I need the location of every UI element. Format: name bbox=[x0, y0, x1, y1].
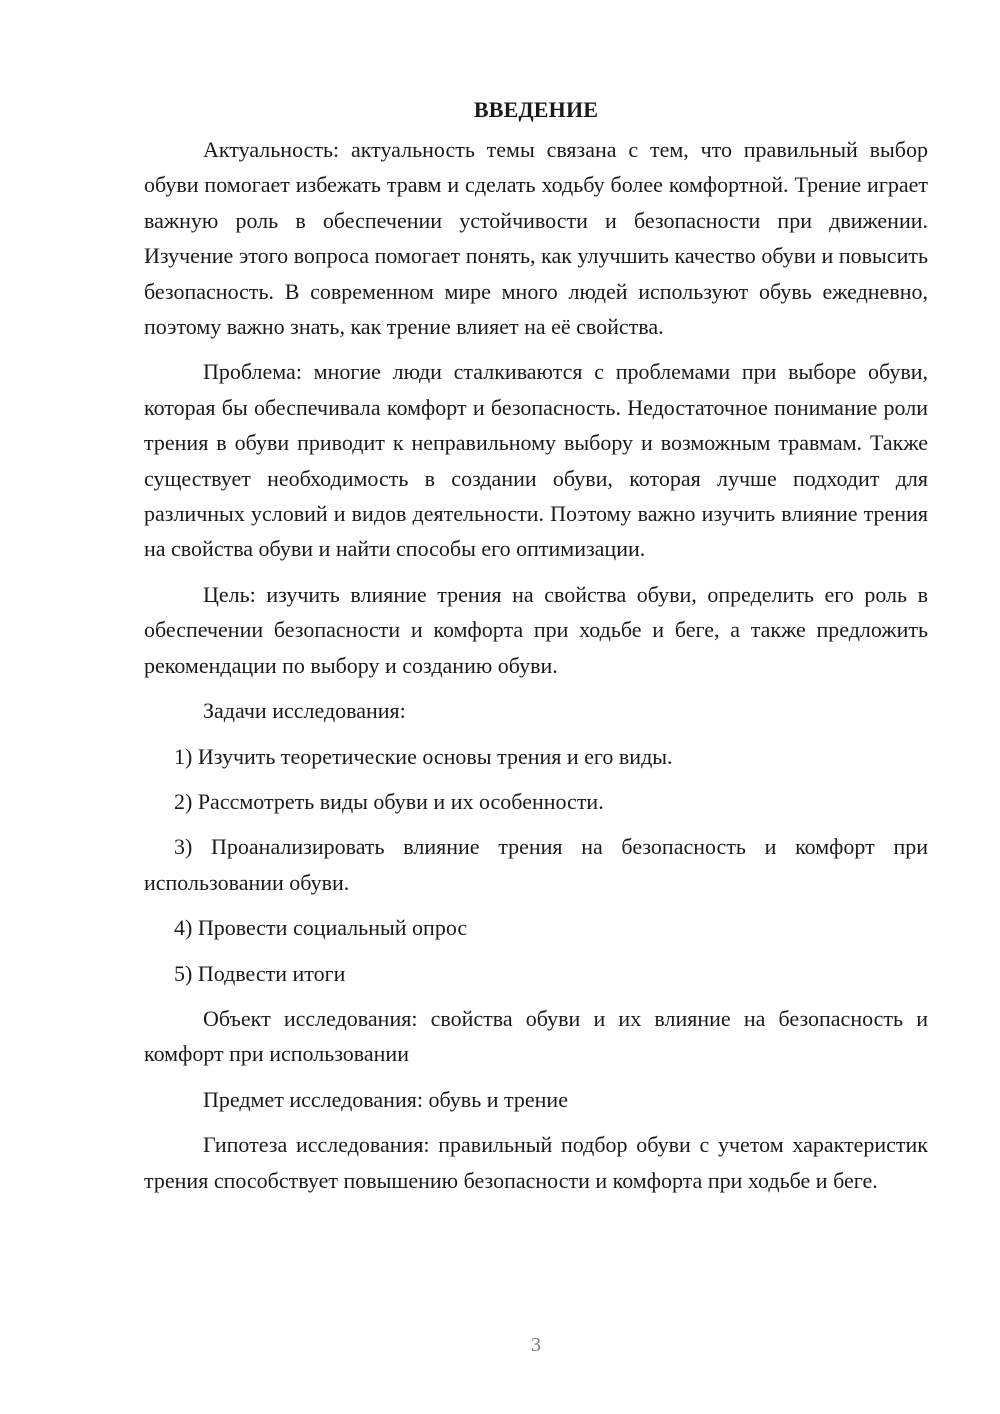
section-title: ВВЕДЕНИЕ bbox=[473, 97, 599, 122]
tasks-heading: Задачи исследования: bbox=[203, 698, 406, 724]
task-item-1: 1) Изучить теоретические основы трения и его виды. bbox=[174, 743, 673, 769]
document-page bbox=[144, 92, 928, 1208]
task-item-2: 2) Рассмотреть виды обуви и их особенности. bbox=[174, 788, 604, 814]
object-paragraph: Объект исследования: свойства обуви и их влияние на безопасность и комфорт при использовании bbox=[144, 1005, 928, 1067]
relevance-paragraph: Актуальность: актуальность темы связана с тем, что правильный выбор обуви помогает избежать травм и сделать ходьбу более комфортной. Трение играет важную роль в обеспечении устойчивости и безопасности при движении. Изучение этого вопроса помогает понять, как улучшить качество обуви и повысить безопасность. В современном мире много людей используют обувь ежедневно, поэтому важно знать, как трение влияет на её свойства. bbox=[144, 137, 928, 340]
subject-paragraph: Предмет исследования: обувь и трение bbox=[203, 1086, 568, 1112]
task-item-5: 5) Подвести итоги bbox=[174, 960, 346, 986]
problem-paragraph: Проблема: многие люди сталкиваются с проблемами при выборе обуви, которая бы обеспечивала комфорт и безопасность. Недостаточное понимание роли трения в обуви приводит к неправильному выбору и возможным травмам. Также существует необходимость в создании обуви, которая лучше подходит для различных условий и видов деятельности. Поэтому важно изучить влияние трения на свойства обуви и найти способы его оптимизации. bbox=[144, 359, 928, 562]
task-item-4: 4) Провести социальный опрос bbox=[174, 915, 468, 941]
goal-paragraph: Цель: изучить влияние трения на свойства обуви, определить его роль в обеспечении безопасности и комфорта при ходьбе и беге, а также предложить рекомендации по выбору и созданию обуви. bbox=[144, 581, 928, 678]
task-item-3: 3) Проанализировать влияние трения на безопасность и комфорт при использовании обуви. bbox=[144, 834, 928, 895]
hypothesis-paragraph: Гипотеза исследования: правильный подбор обуви с учетом характеристик трения способствует повышению безопасности и комфорта при ходьбе и беге. bbox=[144, 1132, 928, 1193]
page-number: 3 bbox=[531, 1334, 541, 1356]
